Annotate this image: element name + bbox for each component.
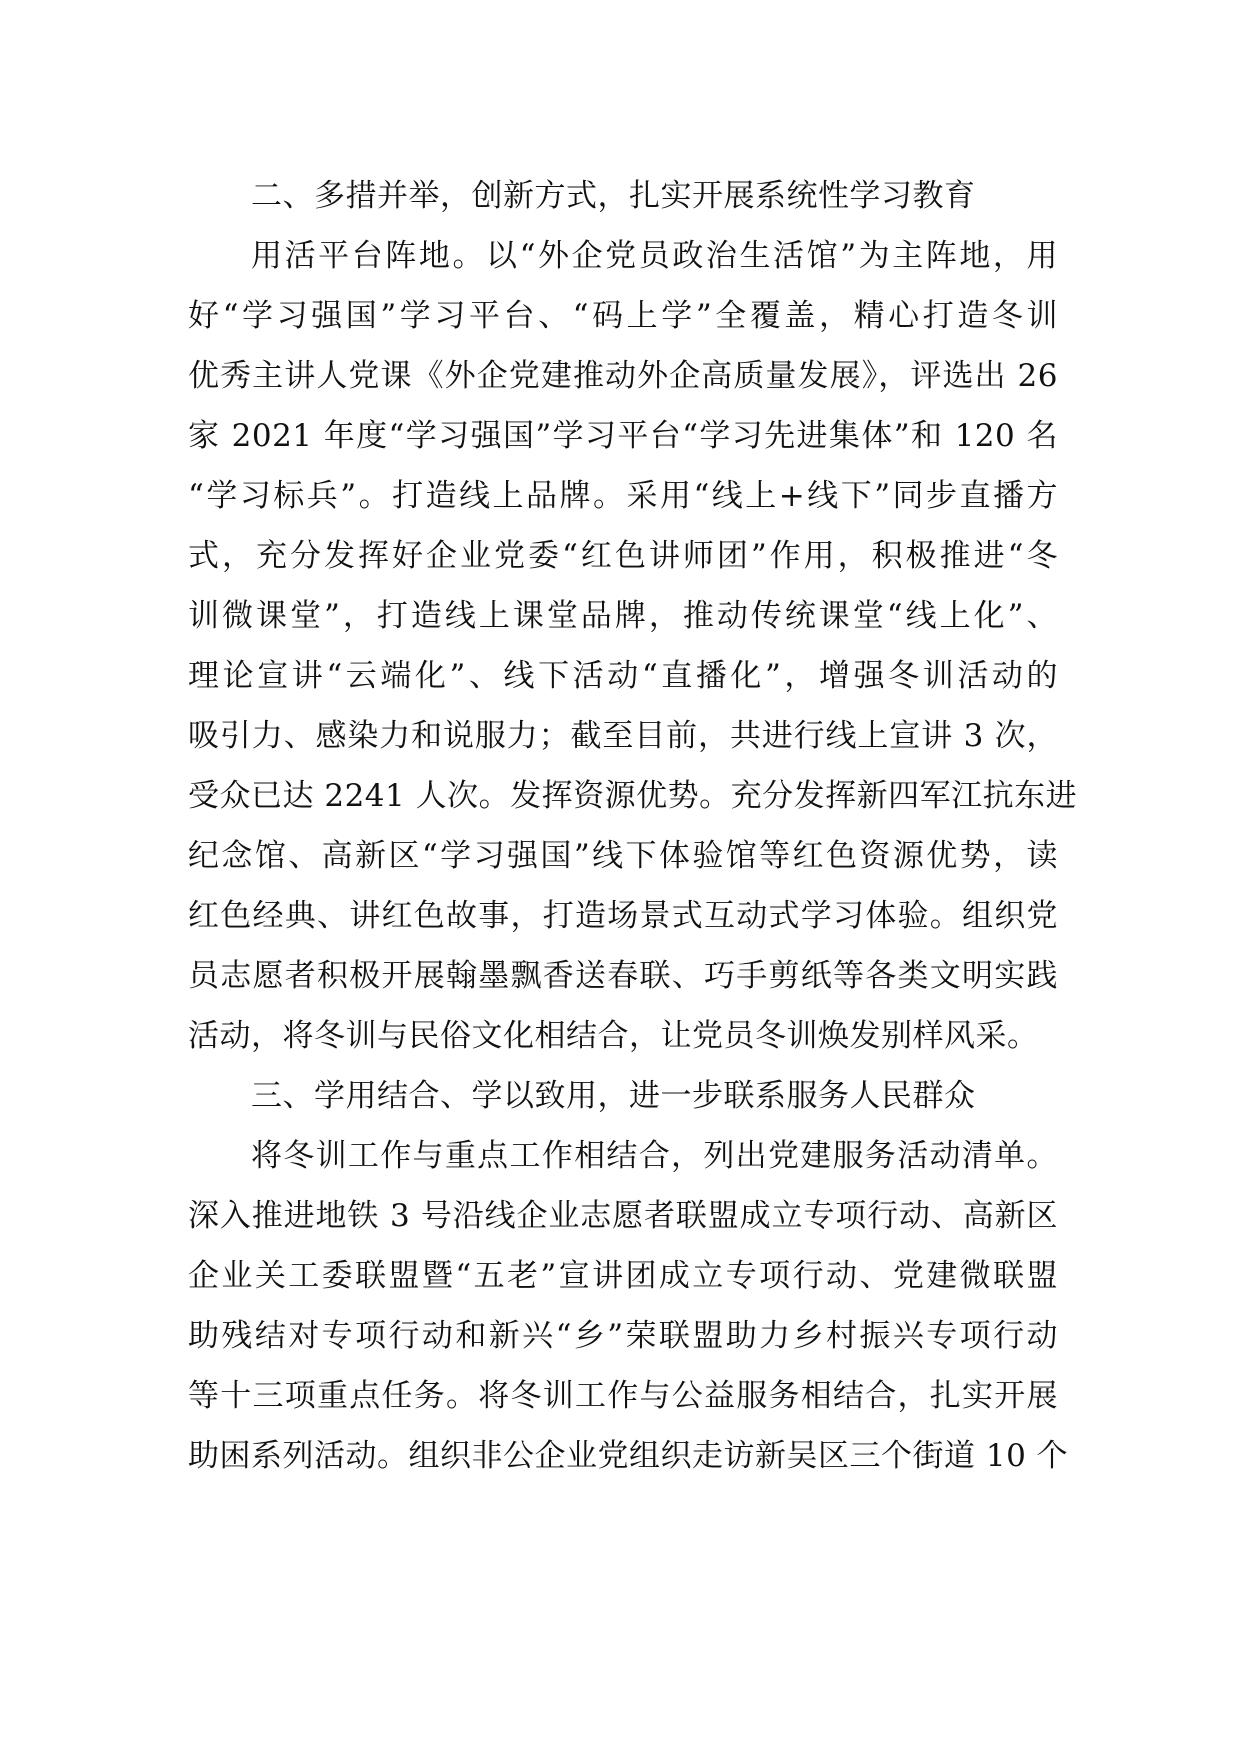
paragraph-line: 纪念馆、高新区“学习强国”线下体验馆等红色资源优势，读 xyxy=(188,838,1058,874)
section-heading-2: 二、多措并举，创新方式，扎实开展系统性学习教育 xyxy=(251,178,976,214)
paragraph-line: 员志愿者积极开展翰墨飘香送春联、巧手剪纸等各类文明实践 xyxy=(188,958,1058,994)
paragraph-line: 理论宣讲“云端化”、线下活动“直播化”，增强冬训活动的 xyxy=(188,658,1058,694)
paragraph-line: 活动，将冬训与民俗文化相结合，让党员冬训焕发别样风采。 xyxy=(188,1018,1039,1054)
section-heading-3: 三、学用结合、学以致用，进一步联系服务人民群众 xyxy=(251,1078,976,1114)
paragraph-line: 深入推进地铁 3 号沿线企业志愿者联盟成立专项行动、高新区 xyxy=(188,1198,1058,1234)
paragraph-line: 优秀主讲人党课《外企党建推动外企高质量发展》，评选出 26 xyxy=(188,358,1058,394)
paragraph-line: 吸引力、感染力和说服力；截至目前，共进行线上宣讲 3 次， xyxy=(188,718,1058,754)
paragraph-line: 家 2021 年度“学习强国”学习平台“学习先进集体”和 120 名 xyxy=(188,418,1058,454)
paragraph-line: 训微课堂”，打造线上课堂品牌，推动传统课堂“线上化”、 xyxy=(188,598,1058,634)
paragraph-line: 好“学习强国”学习平台、“码上学”全覆盖，精心打造冬训 xyxy=(188,298,1058,334)
paragraph-line: 助困系列活动。组织非公企业党组织走访新吴区三个街道 10 个 xyxy=(188,1438,1069,1474)
paragraph-line: “学习标兵”。打造线上品牌。采用“线上+线下”同步直播方 xyxy=(188,478,1058,514)
paragraph-line: 企业关工委联盟暨“五老”宣讲团成立专项行动、党建微联盟 xyxy=(188,1258,1058,1294)
paragraph-line: 助残结对专项行动和新兴“乡”荣联盟助力乡村振兴专项行动 xyxy=(188,1318,1058,1354)
paragraph-line: 将冬训工作与重点工作相结合，列出党建服务活动清单。 xyxy=(251,1138,1058,1174)
paragraph-line: 等十三项重点任务。将冬训工作与公益服务相结合，扎实开展 xyxy=(188,1378,1058,1414)
paragraph-line: 红色经典、讲红色故事，打造场景式互动式学习体验。组织党 xyxy=(188,898,1058,934)
paragraph-line: 用活平台阵地。以“外企党员政治生活馆”为主阵地，用 xyxy=(251,238,1058,274)
paragraph-line: 式，充分发挥好企业党委“红色讲师团”作用，积极推进“冬 xyxy=(188,538,1058,574)
paragraph-line: 受众已达 2241 人次。发挥资源优势。充分发挥新四军江抗东进 xyxy=(188,778,1078,814)
